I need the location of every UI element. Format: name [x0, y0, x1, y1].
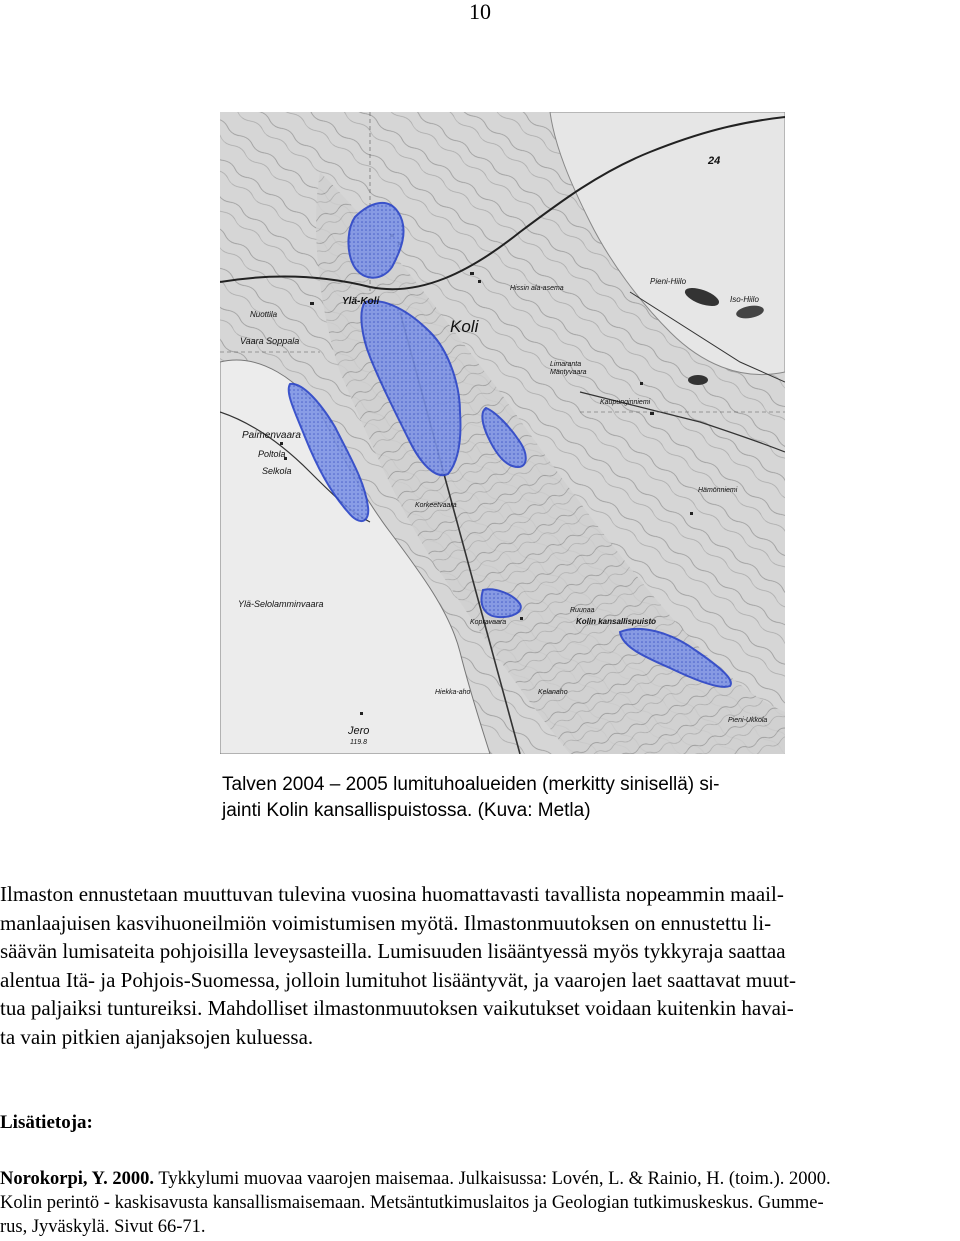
body-line: Ilmaston ennustetaan muuttuvan tulevina vuosina huomattavasti tavallista nopeammin maail-	[0, 882, 784, 906]
reference-entry	[0, 1167, 958, 1239]
references-heading: Lisätietoja:	[0, 1112, 93, 1133]
caption-line: jainti Kolin kansallispuistossa. (Kuva: Metla)	[222, 800, 591, 821]
label-kopravaara: Kopravaara	[470, 619, 507, 626]
label-yla-koli: Ylä-Koli	[342, 296, 380, 307]
caption-line: Talven 2004 – 2005 lumituhoalueiden (merkitty sinisellä) si-	[222, 774, 720, 795]
label-jero: Jero	[348, 725, 370, 737]
label-paimenvaara: Paimenvaara	[242, 430, 301, 441]
body-paragraph	[0, 880, 958, 1051]
label-hissin: Hissin ala-asema	[510, 285, 564, 292]
label-koli: Koli	[450, 317, 479, 336]
reference-line	[0, 1167, 958, 1191]
label-limaranta: Limaranta	[550, 361, 582, 368]
body-line: alentua Itä- ja Pohjois-Suomessa, jolloin lumituhot lisääntyvät, ja vaarojen laet saattavat muut-	[0, 967, 797, 992]
label-ruunaa: Ruunaa	[570, 607, 595, 614]
label-mantyvaara: Mäntyvaara	[550, 369, 587, 376]
label-vaaka-sobpala: Vaara Soppala	[240, 336, 300, 346]
body-line: ta vain pitkien ajanjaksojen kuluessa.	[0, 1024, 314, 1049]
label-pieni-hiilo: Pieni-Hiilo	[650, 277, 687, 286]
label-nuottila: Nuottila	[250, 310, 278, 319]
figure-caption	[222, 772, 782, 824]
body-line: manlaajuisen kasvihuoneilmiön voimistumisen myötä. Ilmastonmuutoksen on ennustettu li-	[0, 910, 772, 935]
body-line: tua paljaiksi tuntureiksi. Mahdolliset ilmastonmuutoksen vaikutukset voidaan kuitenkin havai-	[0, 996, 794, 1020]
label-elevation: 119.8	[350, 739, 367, 746]
label-hiekka-aho: Hiekka-aho	[435, 689, 471, 696]
label-kansallispuisto: Kolin kansallispuisto	[576, 617, 657, 626]
label-poltola: Poltola	[258, 449, 286, 459]
reference-line: Kolin perintö - kaskisavusta kansallismaisemaan. Metsäntutkimuslaitos ja Geologian tutkimuskeskus. Gumme-	[0, 1193, 824, 1213]
label-korkeetvaara: Korkeetvaara	[415, 502, 457, 509]
label-kaupunginniemi: Kaupunginniemi	[600, 399, 651, 406]
label-niemi: Hämönniemi	[698, 487, 738, 494]
label-ylaseloimminvaara: Ylä-Selolamminvaara	[238, 599, 324, 609]
label-road-number: 24	[708, 155, 721, 167]
reference-text: Tykkylumi muovaa vaarojen maisemaa. Julkaisussa: Lovén, L. & Rainio, H. (toim.). 2000.	[154, 1169, 831, 1189]
reference-line: rus, Jyväskylä. Sivut 66-71.	[0, 1217, 206, 1237]
reference-author: Norokorpi, Y. 2000.	[0, 1169, 155, 1189]
label-selkola: Selkola	[262, 466, 292, 476]
page-number: 10	[469, 0, 491, 24]
label-iso-hiilo: Iso-Hiilo	[730, 295, 759, 304]
snow-damage-map	[220, 112, 785, 754]
label-pieni-ukkola: Pieni-Ukkola	[728, 717, 768, 724]
island-small	[688, 375, 708, 385]
label-kelanaho: Kelanaho	[538, 689, 568, 696]
body-line: säävän lumisateita pohjoisilla leveysasteilla. Lumisuuden lisääntyessä myös tykkyraja saattaa	[0, 939, 786, 963]
